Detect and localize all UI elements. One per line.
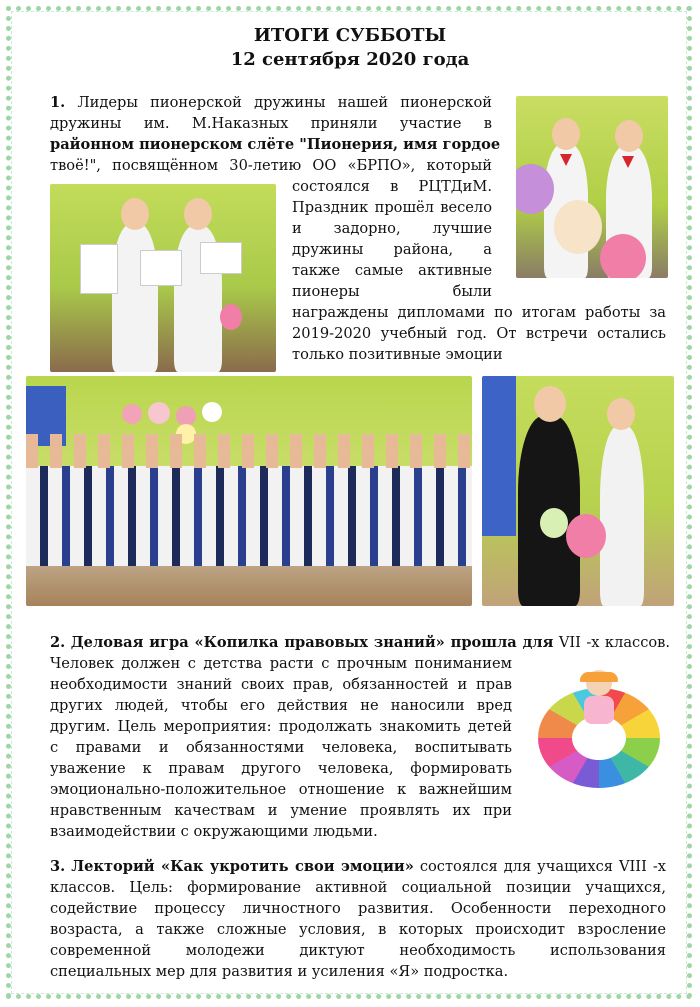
section1-number: 1. — [50, 94, 66, 111]
section1-line-3: районном пионерском слёте "Пионерия, имя гордое — [50, 136, 501, 153]
section3-number: 3. — [50, 858, 66, 875]
section2-line: эмоционально-положительное отношение к важнейшим — [50, 781, 512, 798]
section3-heading-bold: Лекторий «Как укротить свои эмоции» — [71, 858, 414, 875]
section3-line: возраста, а также сложные условия, в которых происходит взросление — [50, 921, 666, 938]
section1-wrap-line: состоялся в РЦТДиМ. — [292, 178, 492, 195]
rights-illustration — [528, 664, 670, 790]
photo-girls-balloons — [516, 96, 668, 278]
section1-line-4: твоё!", посвящённом 30-летию ОО «БРПО», который — [50, 157, 492, 174]
section2-number: 2. — [50, 634, 66, 651]
section2-line: необходимости знаний своих прав, обязанностей и прав — [50, 676, 512, 693]
section3-heading-tail: состоялся для учащихся VIII -х — [419, 858, 666, 875]
photo-group — [26, 376, 472, 606]
section2-heading — [50, 632, 670, 653]
section2-line: уважение к правам другого человека, формировать — [50, 760, 512, 777]
section2-line: с правами и обязанностями человека, воспитывать — [50, 739, 512, 756]
section1-tail — [292, 302, 666, 365]
section2-line: нравственным качествам и умение проявлять их при — [50, 802, 512, 819]
section1-line-2: дружины им. М.Наказных приняли участие в — [50, 115, 492, 132]
section1-wrap-line: Праздник прошёл весело — [292, 199, 492, 216]
section1-wrap — [292, 176, 492, 302]
page-title: ИТОГИ СУББОТЫ — [253, 25, 447, 46]
photo-girls-diplomas — [50, 184, 276, 372]
section3 — [50, 856, 666, 982]
section3-line: специальных мер для развития и усиления «Я» подростка. — [50, 963, 509, 980]
section2-heading-tail: VII -х классов. — [558, 634, 671, 651]
photo-award — [482, 376, 674, 606]
section1-line-1: 1. Лидеры пионерской дружины нашей пионерской — [50, 94, 493, 111]
section1-wrap-line: и задорно, лучшие — [292, 220, 492, 237]
section1-tail-line: только позитивные эмоции — [292, 346, 503, 363]
section2-heading-bold: Деловая игра «Копилка правовых знаний» прошла для — [70, 634, 554, 651]
section2-body — [50, 653, 512, 842]
page-date: 12 сентября 2020 года — [230, 49, 470, 70]
section2-line: Человек должен с детства расти с прочным пониманием — [50, 655, 512, 672]
section2-heading-line — [50, 632, 670, 653]
section1-intro — [50, 92, 501, 176]
section3-heading-line — [50, 856, 666, 877]
section2-line: взаимодействии с окружающими людьми. — [50, 823, 378, 840]
section1-wrap-line: дружины района, а — [292, 241, 492, 258]
section1-tail-line: награждены дипломами по итогам работы за — [292, 304, 666, 321]
section3-line: классов. Цель: формирование активной социальной позиции учащихся, — [50, 879, 666, 896]
section2-line: других людей, чтобы его действия не наносили вред — [50, 697, 512, 714]
section3-line: современной молодежи диктуют необходимость использования — [50, 942, 666, 959]
section1-wrap-line: также самые активные — [292, 262, 492, 279]
section2-line: другим. Цель мероприятия: продолжать знакомить детей — [50, 718, 512, 735]
section3-line: содействие процессу личностного развития. Особенности переходного — [50, 900, 666, 917]
section1-wrap-line: пионеры были — [292, 283, 492, 300]
section1-tail-line: 2019-2020 учебный год. От встречи остались — [292, 325, 666, 342]
